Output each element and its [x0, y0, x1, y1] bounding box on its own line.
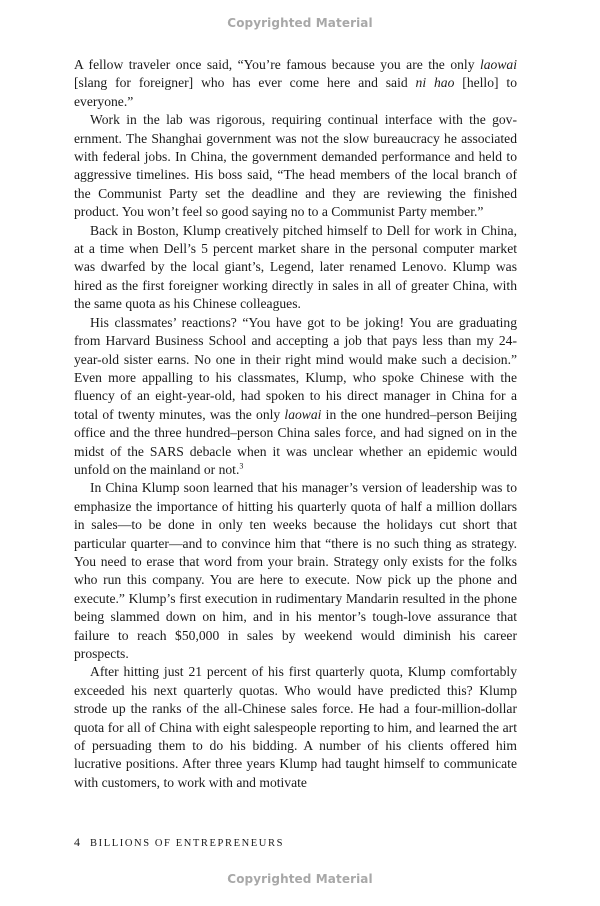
p4-text-c: in the one hundred–person Beijing office and the three hundred–person China sales force, and had signed on in the midst of the SARS debacle when it was unclear whether an epidemic would unfold on the mainland or not. — [74, 406, 517, 477]
p4-text-a: His classmates’ reactions? “You have got to be joking! You are graduating from Harvard Business School and accepting a job that pays less than my 24-year-old sister earns. No one in their right mind would make such a decision.” Even more appalling to his classmates, Klump, who spoke Chinese with the fluency of an eight-year-old, had spoken to his direct manager in China for a total of twenty minutes, was the only — [74, 314, 517, 422]
running-title: BILLIONS OF ENTREPRENEURS — [90, 838, 285, 849]
p1-text-a: A fellow traveler once said, “You’re famous because you are the only — [74, 57, 480, 72]
paragraph-2: Work in the lab was rigorous, requiring continual interface with the government. The Shanghai government was not the slow bureaucracy he associated with federal jobs. In China, the government demanded performance and held to aggressive timelines. His boss said, “The head members of the local branch of the Communist Party set the deadline and they are reviewing the finished product. You won’t feel so good saying no to a Communist Party member.” — [74, 112, 517, 220]
paragraph-6: After hitting just 21 percent of his first quarterly quota, Klump comfortably exceeded his next quarterly quotas. Who would have predicted this? Klump strode up the ranks of the all-Chinese sales force. He had a four-million-dollar quota for all of China with eight salespeople reporting to him, and learned the art of persuading them to do his bidding. A number of his clients offered him lucrative positions. After three years Klump had taught himself to communicate with customers, to work with and motivate — [74, 664, 517, 790]
p1-italic-laowai: laowai — [479, 57, 517, 72]
watermark-top: Copyrighted Material — [227, 16, 373, 30]
footnote-marker[interactable]: 3 — [239, 461, 244, 471]
p4-italic-laowai: laowai — [284, 406, 322, 422]
p1-italic-ni-hao: ni hao — [415, 75, 455, 91]
paragraph-1 — [74, 56, 517, 111]
paragraph-5: In China Klump soon learned that his manager’s version of leadership was to emphasize the importance of hitting his quarterly quota of half a million dollars in sales—to be done in only ten weeks because the holidays cut short that particular quarter—and to convince him that “there is no such thing as strategy. You need to erase that word from your brain. Strategy only exists for the folks who run this company. You are here to execute. Now pick up the phone and execute.” Klump’s first execution in rudimentary Mandarin resulted in the phone being slammed down on him, and in his mentor’s tough-love assurance that failure to reach $50,000 in sales by weekend would diminish his career prospects. — [74, 480, 517, 661]
p1-text-c: [slang for foreigner] who has ever come here and said — [74, 75, 416, 91]
p1-text-e: [hello] to everyone.” — [74, 75, 517, 109]
page-footer — [74, 835, 284, 850]
paragraph-4 — [74, 314, 517, 480]
watermark-bottom: Copyrighted Material — [227, 872, 373, 886]
body-text — [74, 56, 517, 792]
paragraph-3: Back in Boston, Klump creatively pitched himself to Dell for work in China, at a time when Dell’s 5 percent market share in the personal computer market was dwarfed by the local giant’s, Legend, later renamed Lenovo. Klump was hired as the first foreigner working directly in sales in all of greater China, with the same quota as his Chinese colleagues. — [74, 222, 517, 312]
page-number: 4 — [74, 835, 80, 849]
